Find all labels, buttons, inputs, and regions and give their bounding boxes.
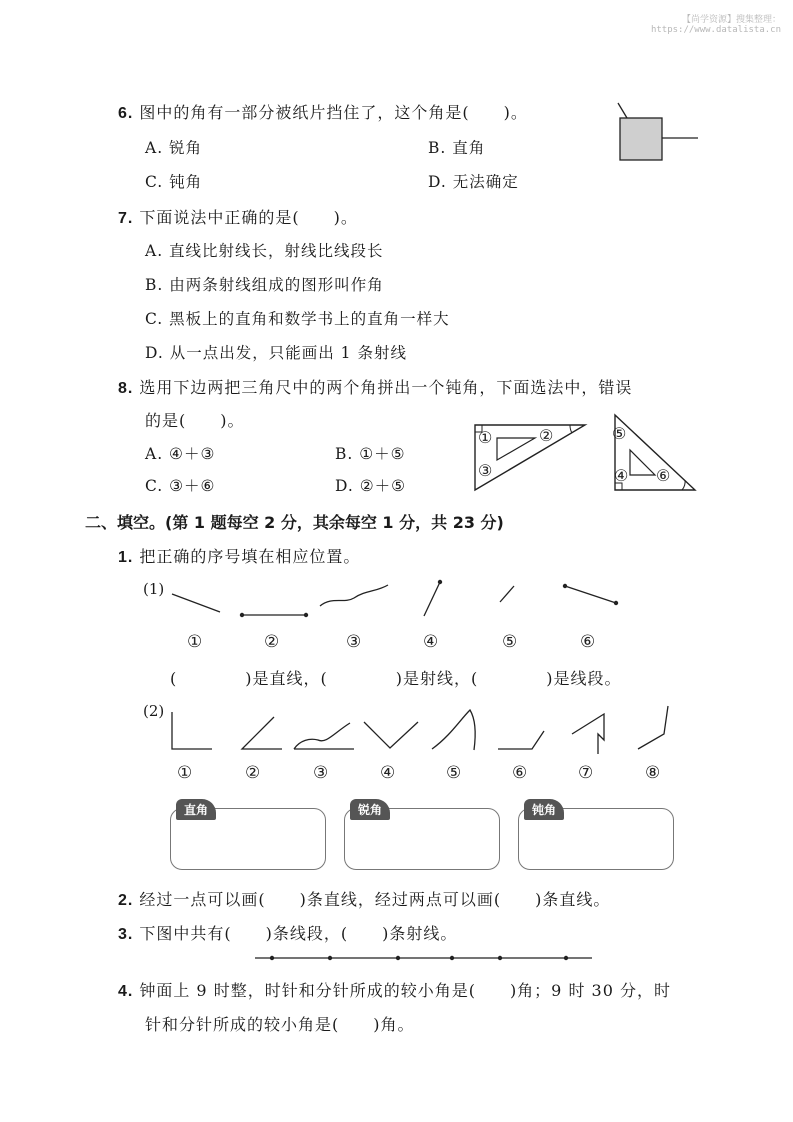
angle-mark-8: ⑧ bbox=[645, 763, 661, 783]
question-text: 图中的角有一部分被纸片挡住了，这个角是( )。 bbox=[139, 103, 528, 122]
segments-figure bbox=[0, 950, 793, 970]
question-text: 经过一点可以画( )条直线，经过两点可以画( )条直线。 bbox=[139, 890, 611, 909]
acute-angle-tag: 锐角 bbox=[350, 799, 390, 820]
watermark bbox=[651, 12, 781, 35]
line-mark-6: ⑥ bbox=[580, 632, 596, 652]
obtuse-angle-tag: 钝角 bbox=[524, 799, 564, 820]
question-8 bbox=[118, 375, 632, 398]
line-mark-4: ④ bbox=[423, 632, 439, 652]
option-d: D. 无法确定 bbox=[428, 173, 519, 191]
question-text-line1: 选用下边两把三角尺中的两个角拼出一个钝角，下面选法中，错误 bbox=[139, 378, 633, 397]
option-d: D. 从一点出发，只能画出 1 条射线 bbox=[145, 344, 407, 362]
question-text-line1: 钟面上 9 时整，时针和分针所成的较小角是( )角；9 时 30 分，时 bbox=[139, 981, 671, 1000]
question-text: 把正确的序号填在相应位置。 bbox=[139, 547, 361, 566]
question-7 bbox=[118, 205, 358, 228]
option-d: D. ②＋⑤ bbox=[335, 477, 407, 495]
tri1-label-1: ① bbox=[478, 428, 493, 447]
line-mark-2: ② bbox=[264, 632, 280, 652]
tri2-label-4: ④ bbox=[614, 466, 629, 485]
right-angle-tag: 直角 bbox=[176, 799, 216, 820]
question-number: 2. bbox=[118, 892, 134, 909]
question-number: 1. bbox=[118, 549, 134, 566]
line-mark-5: ⑤ bbox=[502, 632, 518, 652]
option-b: B. 由两条射线组成的图形叫作角 bbox=[145, 276, 384, 294]
question-number: 8. bbox=[118, 380, 134, 397]
option-c: C. 黑板上的直角和数学书上的直角一样大 bbox=[145, 310, 450, 328]
question-number: 6. bbox=[118, 105, 134, 122]
question-text: 下图中共有( )条线段，( )条射线。 bbox=[139, 924, 458, 943]
angle-mark-7: ⑦ bbox=[578, 763, 594, 783]
line-mark-1: ① bbox=[187, 632, 203, 652]
option-b: B. ①＋⑤ bbox=[335, 445, 406, 463]
paper-card bbox=[620, 118, 662, 160]
fill-1 bbox=[118, 544, 360, 567]
angle-mark-4: ④ bbox=[380, 763, 396, 783]
angle-mark-1: ① bbox=[177, 763, 193, 783]
angles-figure bbox=[0, 700, 793, 760]
angle-mark-2: ② bbox=[245, 763, 261, 783]
tri2-label-5: ⑤ bbox=[612, 424, 627, 443]
question-6 bbox=[118, 100, 528, 123]
line-mark-3: ③ bbox=[346, 632, 362, 652]
option-c: C. ③＋⑥ bbox=[145, 477, 216, 495]
part-1-label: (1) bbox=[143, 580, 165, 598]
watermark-line1: 【尚学资源】搜集整理： bbox=[681, 15, 781, 25]
option-a: A. 锐角 bbox=[145, 139, 203, 157]
angle-mark-5: ⑤ bbox=[446, 763, 462, 783]
tri2-label-6: ⑥ bbox=[656, 466, 671, 485]
tri1-label-2: ② bbox=[539, 426, 554, 445]
question-text: 下面说法中正确的是( )。 bbox=[139, 208, 358, 227]
question-number: 4. bbox=[118, 983, 134, 1000]
section-2-title: 二、填空。(第 1 题每空 2 分，其余每空 1 分，共 23 分) bbox=[85, 513, 504, 532]
hidden-angle-figure bbox=[610, 95, 705, 165]
fill-4-line2: 针和分针所成的较小角是( )角。 bbox=[145, 1015, 415, 1034]
part-1-answer-line: ( )是直线，( )是射线，( )是线段。 bbox=[170, 669, 622, 688]
question-8-line2: 的是( )。 bbox=[145, 411, 245, 430]
watermark-line2: https://www.datalista.cn bbox=[650, 25, 781, 35]
option-a: A. ④＋③ bbox=[145, 445, 216, 463]
lines-figure bbox=[0, 570, 793, 630]
question-number: 3. bbox=[118, 926, 134, 943]
fill-2 bbox=[118, 887, 610, 910]
question-number: 7. bbox=[118, 210, 134, 227]
part-2-label: (2) bbox=[143, 702, 165, 720]
option-a: A. 直线比射线长，射线比线段长 bbox=[145, 242, 384, 260]
fill-4 bbox=[118, 978, 671, 1001]
option-b: B. 直角 bbox=[428, 139, 486, 157]
option-c: C. 钝角 bbox=[145, 173, 203, 191]
angle-mark-3: ③ bbox=[313, 763, 329, 783]
fill-3 bbox=[118, 921, 457, 944]
tri1-label-3: ③ bbox=[478, 461, 493, 480]
angle-mark-6: ⑥ bbox=[512, 763, 528, 783]
